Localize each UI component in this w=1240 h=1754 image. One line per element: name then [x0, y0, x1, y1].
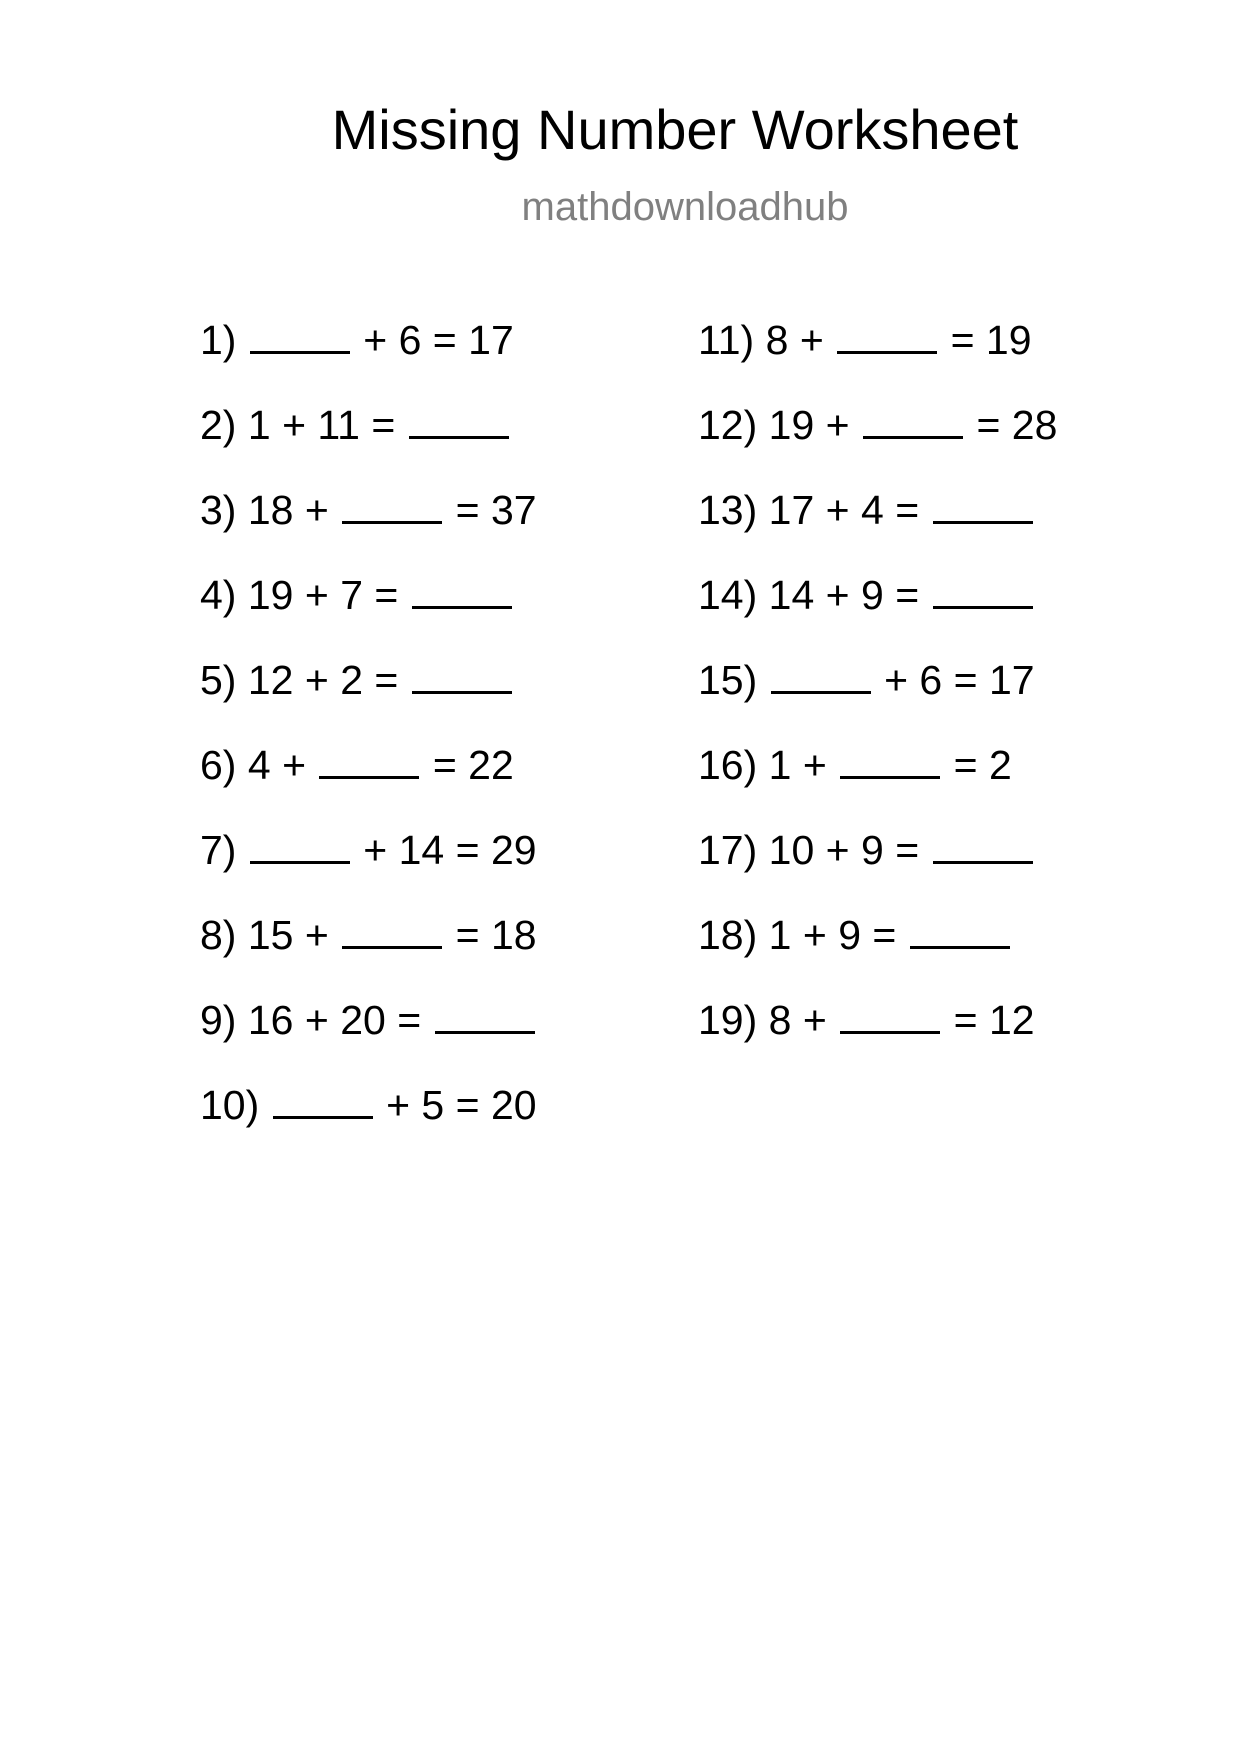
problem-number: 16)	[698, 742, 758, 788]
equation-text: 19 +	[768, 402, 850, 448]
problem-number: 6)	[200, 742, 237, 788]
problem-number: 15)	[698, 657, 758, 703]
equation-text: 19 + 7 =	[247, 572, 399, 618]
problem-item	[200, 911, 537, 959]
problem-number: 12)	[698, 402, 758, 448]
answer-blank[interactable]	[910, 914, 1010, 949]
problem-number: 14)	[698, 572, 758, 618]
problem-item	[698, 996, 1035, 1044]
page-title: Missing Number Worksheet	[331, 98, 1019, 161]
equation-text: = 12	[953, 997, 1035, 1043]
problem-number: 9)	[200, 997, 237, 1043]
problem-number: 7)	[200, 827, 237, 873]
answer-blank[interactable]	[412, 574, 512, 609]
equation-text: + 6 = 17	[884, 657, 1035, 703]
equation-text: 1 + 11 =	[247, 402, 396, 448]
answer-blank[interactable]	[933, 574, 1033, 609]
problem-number: 1)	[200, 317, 237, 363]
equation-text: 18 +	[247, 487, 329, 533]
problem-item	[698, 401, 1057, 449]
equation-text: 4 +	[247, 742, 307, 788]
problem-number: 8)	[200, 912, 237, 958]
problem-number: 13)	[698, 487, 758, 533]
equation-text: 14 + 9 =	[768, 572, 920, 618]
problem-number: 4)	[200, 572, 237, 618]
answer-blank[interactable]	[837, 319, 937, 354]
problem-number: 5)	[200, 657, 237, 703]
problem-item	[200, 656, 514, 704]
problem-item	[698, 571, 1035, 619]
equation-text: + 14 = 29	[363, 827, 537, 873]
answer-blank[interactable]	[273, 1084, 373, 1119]
equation-text: = 18	[455, 912, 537, 958]
equation-text: 12 + 2 =	[247, 657, 399, 703]
equation-text: 16 + 20 =	[247, 997, 422, 1043]
answer-blank[interactable]	[840, 999, 940, 1034]
problem-number: 17)	[698, 827, 758, 873]
equation-text: + 6 = 17	[363, 317, 514, 363]
problem-number: 10)	[200, 1082, 260, 1128]
problem-item	[200, 826, 537, 874]
equation-text: 1 +	[768, 742, 827, 788]
equation-text: 17 + 4 =	[768, 487, 920, 533]
problem-item	[698, 911, 1012, 959]
problem-number: 2)	[200, 402, 237, 448]
equation-text: = 2	[953, 742, 1012, 788]
problem-item	[698, 826, 1035, 874]
equation-text: 1 + 9 =	[768, 912, 897, 958]
equation-text: 10 + 9 =	[768, 827, 920, 873]
problem-item	[698, 486, 1035, 534]
equation-text: = 19	[950, 317, 1032, 363]
problem-number: 3)	[200, 487, 237, 533]
equation-text: = 22	[432, 742, 514, 788]
answer-blank[interactable]	[250, 319, 350, 354]
page-subtitle: mathdownloadhub	[521, 185, 849, 229]
equation-text: = 28	[976, 402, 1058, 448]
equation-text: 8 +	[768, 997, 827, 1043]
answer-blank[interactable]	[933, 829, 1033, 864]
problem-item	[698, 656, 1035, 704]
answer-blank[interactable]	[933, 489, 1033, 524]
answer-blank[interactable]	[863, 404, 963, 439]
answer-blank[interactable]	[409, 404, 509, 439]
problem-item	[698, 741, 1012, 789]
problem-number: 11)	[698, 317, 755, 363]
answer-blank[interactable]	[412, 659, 512, 694]
answer-blank[interactable]	[319, 744, 419, 779]
answer-blank[interactable]	[435, 999, 535, 1034]
answer-blank[interactable]	[771, 659, 871, 694]
equation-text: + 5 = 20	[386, 1082, 537, 1128]
equation-text: = 37	[455, 487, 537, 533]
problem-item	[200, 1081, 537, 1129]
problem-number: 19)	[698, 997, 758, 1043]
equation-text: 8 +	[765, 317, 824, 363]
answer-blank[interactable]	[342, 489, 442, 524]
problem-item	[200, 996, 537, 1044]
problem-item	[200, 486, 537, 534]
answer-blank[interactable]	[342, 914, 442, 949]
problem-item	[200, 316, 514, 364]
problem-item	[698, 316, 1032, 364]
equation-text: 15 +	[247, 912, 329, 958]
problem-number: 18)	[698, 912, 758, 958]
problem-item	[200, 571, 514, 619]
answer-blank[interactable]	[840, 744, 940, 779]
answer-blank[interactable]	[250, 829, 350, 864]
problem-item	[200, 741, 514, 789]
problem-item	[200, 401, 511, 449]
